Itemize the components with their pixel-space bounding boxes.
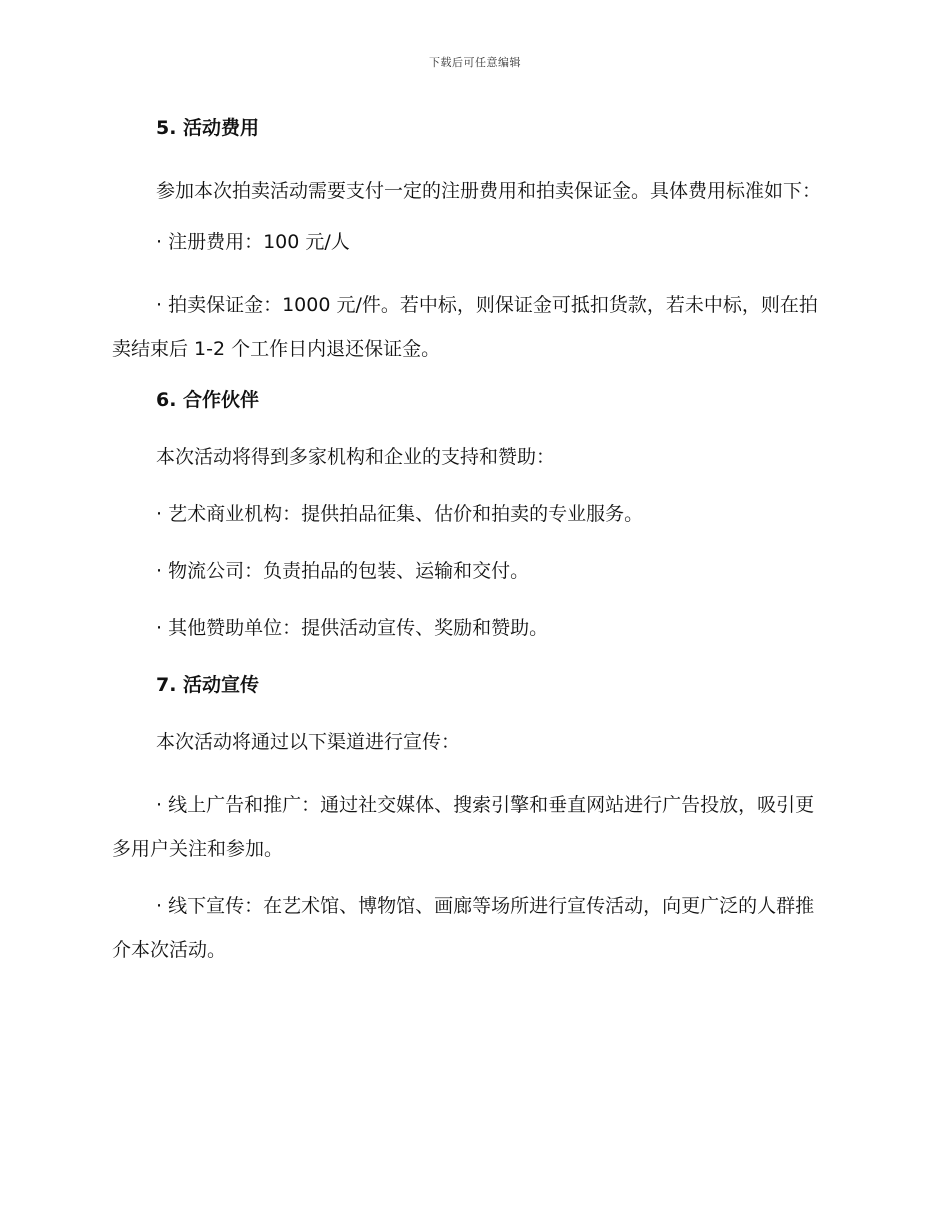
section-6-item-logistics: · 物流公司：负责拍品的包装、运输和交付。 [156,560,530,582]
section-6-heading: 6. 合作伙伴 [156,389,260,411]
document-body [112,112,832,985]
section-5-item-registration-fee: · 注册费用：100 元/人 [156,231,350,253]
section-7-heading: 7. 活动宣传 [156,674,260,696]
section-6-item-art-institutions: · 艺术商业机构：提供拍品征集、估价和拍卖的专业服务。 [156,503,644,525]
section-5-intro: 参加本次拍卖活动需要支付一定的注册费用和拍卖保证金。具体费用标准如下： [156,180,822,202]
page-header: 下载后可任意编辑 [429,56,521,69]
section-7-item-online: · 线上广告和推广：通过社交媒体、搜索引擎和垂直网站进行广告投放，吸引更多用户关注和参加。 [112,794,815,860]
section-7-intro: 本次活动将通过以下渠道进行宣传： [156,731,461,753]
section-5-item-deposit: · 拍卖保证金：1000 元/件。若中标，则保证金可抵扣货款，若未中标，则在拍卖结束后 1-2 个工作日内退还保证金。 [112,294,818,360]
section-5-heading: 5. 活动费用 [156,117,260,139]
section-6-item-other-sponsors: · 其他赞助单位：提供活动宣传、奖励和赞助。 [156,617,549,639]
section-7-item-offline: · 线下宣传：在艺术馆、博物馆、画廊等场所进行宣传活动，向更广泛的人群推介本次活动。 [112,895,815,961]
section-6-intro: 本次活动将得到多家机构和企业的支持和赞助： [156,446,556,468]
